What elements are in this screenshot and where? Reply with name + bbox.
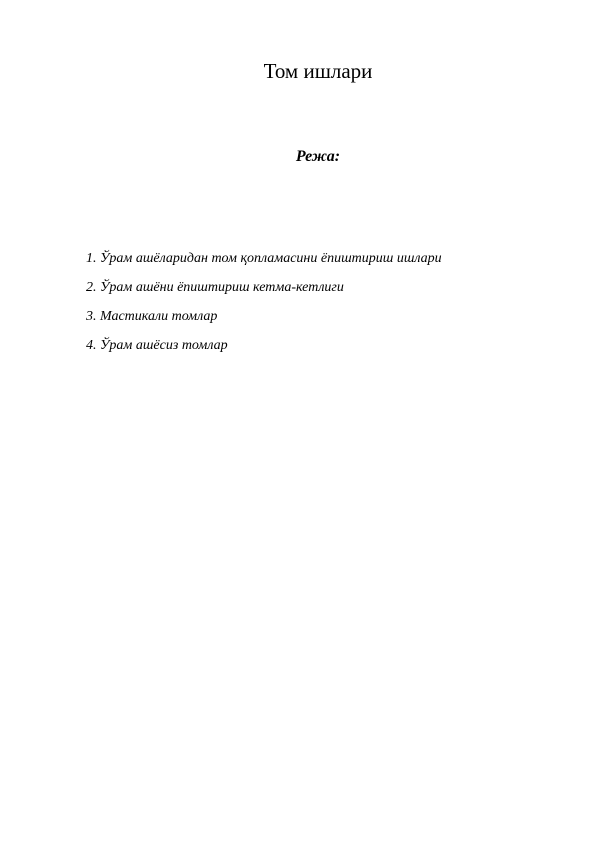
list-item-number: 4. [86,338,97,353]
list-item-text: Мастикали томлар [100,309,218,324]
list-item-number: 3. [86,309,97,324]
list-item-number: 1. [86,251,97,266]
list-item-number: 2. [86,280,97,295]
list-item [86,279,442,297]
list-item [86,250,442,268]
list-item-text: Ўрам ашёни ёпиштириш кетма-кетлиги [100,280,344,295]
list-item-text: Ўрам ашёсиз томлар [100,338,228,353]
plan-heading: Режа: [295,148,341,165]
page-title: Том ишлари [263,59,373,83]
list-item [86,337,442,355]
list-item [86,308,442,326]
list-item-text: Ўрам ашёларидан том қопламасини ёпиштириш ишлари [100,251,442,266]
plan-list [86,250,442,366]
